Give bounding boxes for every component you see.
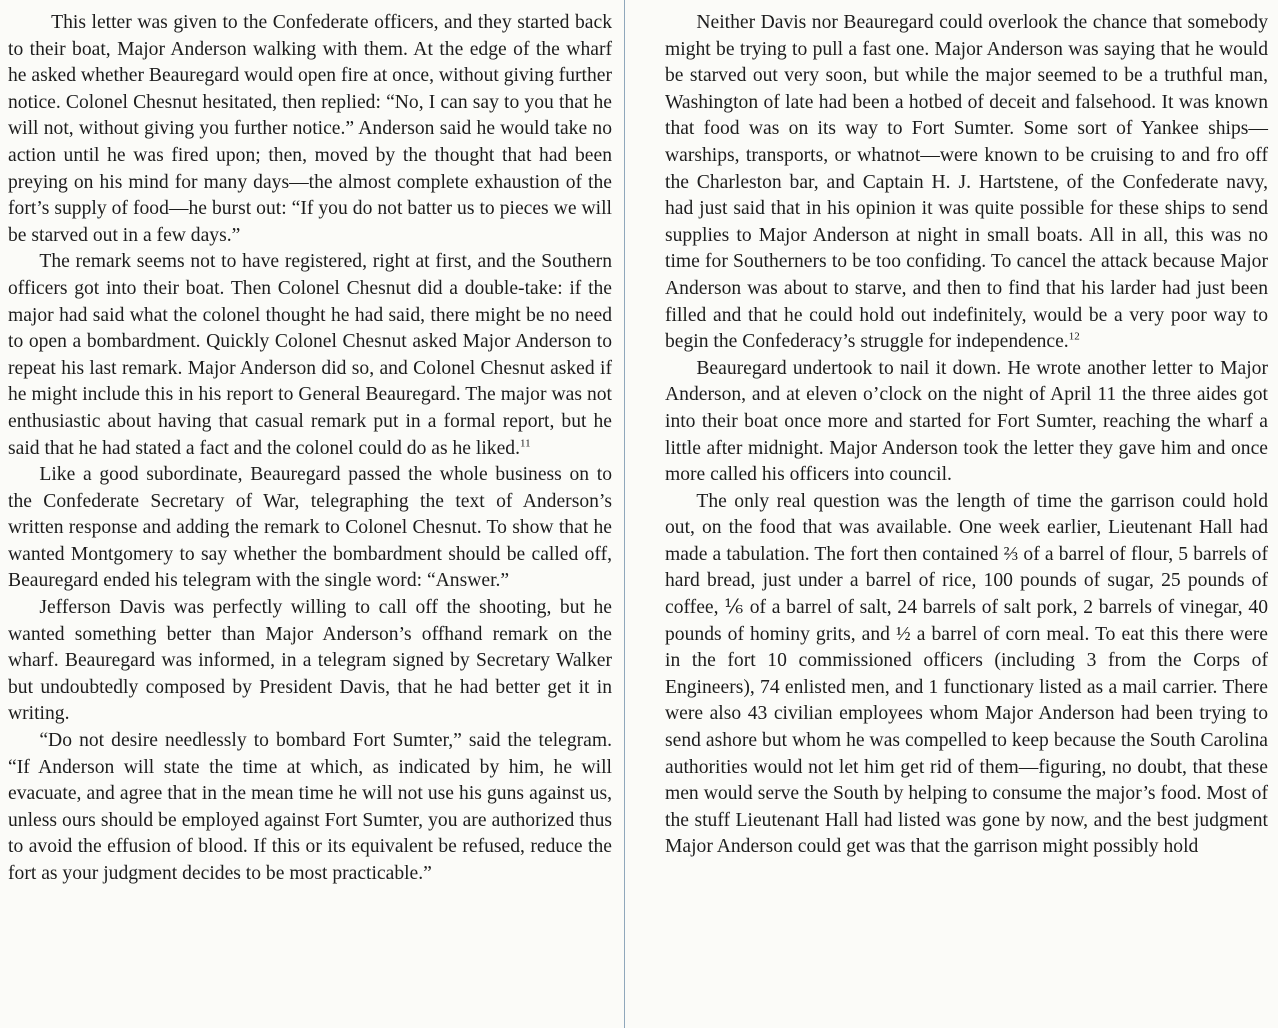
right-page xyxy=(624,0,1278,1028)
left-paragraph-2: The remark seems not to have registered, right at first, and the Southern officers got into their boat. Then Colonel Chesnut did a double-take: if the major had said what the colonel thought he had said, there might be no need to open a bombardment. Quickly Colonel Chesnut asked Major Anderson to repeat his last remark. Major Anderson did so, and Colonel Chesnut asked if he might include this in his report to General Beauregard. The major was not enthusiastic about having that casual remark put in a formal report, but he said that he had stated a fact and the colonel could do as he liked.$^{11}$ xyxy=(8,251,612,459)
left-paragraph-5: “Do not desire needlessly to bombard Fort Sumter,” said the telegram. “If Anderson will state the time at which, as indicated by him, he will evacuate, and agree that in the mean time he will not use his guns against us, unless ours should be employed against Fort Sumter, you are authorized thus to avoid the effusion of blood. If this or its equivalent be refused, reduce the fort as your judgment decides to be most practicable.” xyxy=(8,730,612,884)
right-paragraph-1: Neither Davis nor Beauregard could overlook the chance that somebody might be trying to pull a fast one. Major Anderson was saying that he would be starved out very soon, but while the major seemed to be a truthful man, Washington of late had been a hotbed of deceit and falsehood. It was known that food was on its way to Fort Sumter. Some sort of Yankee ships—warships, transports, or whatnot—were known to be cruising to and fro off the Charleston bar, and Captain H. J. Hartstene, of the Confederate navy, had just said that in his opinion it was quite possible for these ships to send supplies to Major Anderson at night in small boats. All in all, this was no time for Southerners to be too confiding. To cancel the attack because Major Anderson was about to starve, and then to find that his larder had just been filled and that he could hold out indefinitely, would be a very poor way to begin the Confederacy’s struggle for independence.$^{12}$ xyxy=(665,12,1268,353)
left-paragraph-4: Jefferson Davis was perfectly willing to call off the shooting, but he wanted something better than Major Anderson’s offhand remark on the wharf. Beauregard was informed, in a telegram signed by Secretary Walker but undoubtedly composed by President Davis, that he had better get it in writing. xyxy=(8,597,612,725)
footnote-marker-12: 12 xyxy=(1068,330,1080,343)
left-page xyxy=(0,0,624,1028)
left-paragraph-3: Like a good subordinate, Beauregard passed the whole business on to the Confederate Secretary of War, telegraphing the text of Anderson’s written response and adding the remark to Colonel Chesnut. To show that he wanted Montgomery to say whether the bombardment should be called off, Beauregard ended his telegram with the single word: “Answer.” xyxy=(8,464,612,592)
left-paragraph-1: This letter was given to the Confederate officers, and they started back to their boat, Major Anderson walking with them. At the edge of the wharf he asked whether Beauregard would open fire at once, without giving further notice. Colonel Chesnut hesitated, then replied: “No, I can say to you that he will not, without giving you further notice.” Anderson said he would take no action until he was fired upon; then, moved by the thought that had been preying on his mind for many days—the almost complete exhaustion of the fort’s supply of food—he burst out: “If you do not batter us to pieces we will be starved out in a few days.” xyxy=(8,12,612,246)
right-paragraph-3: The only real question was the length of time the garrison could hold out, on the food that was available. One week earlier, Lieutenant Hall had made a tabulation. The fort then contained ⅔ of a barrel of flour, 5 barrels of hard bread, just under a barrel of rice, 100 pounds of sugar, 25 pounds of coffee, ⅙ of a barrel of salt, 24 barrels of salt pork, 2 barrels of vinegar, 40 pounds of hominy grits, and ½ a barrel of corn meal. To eat this there were in the fort 10 commissioned officers (including 3 from the Corps of Engineers), 74 enlisted men, and 1 functionary listed as a mail carrier. There were also 43 civilian employees whom Major Anderson had been trying to send ashore but whom he was compelled to keep because the South Carolina authorities would not let him get rid of them—figuring, no doubt, that these men would serve the South by helping to consume the major’s food. Most of the stuff Lieutenant Hall had listed was gone by now, and the best judgment Major Anderson could get was that the garrison might possibly hold xyxy=(665,490,1268,858)
footnote-marker-11: 11 xyxy=(519,436,531,449)
right-paragraph-2: Beauregard undertook to nail it down. He wrote another letter to Major Anderson, and at eleven o’clock on the night of April 11 the three aides got into their boat once more and started for Fort Sumter, reaching the wharf a little after midnight. Major Anderson took the letter they gave him and once more called his officers into council. xyxy=(665,357,1268,486)
